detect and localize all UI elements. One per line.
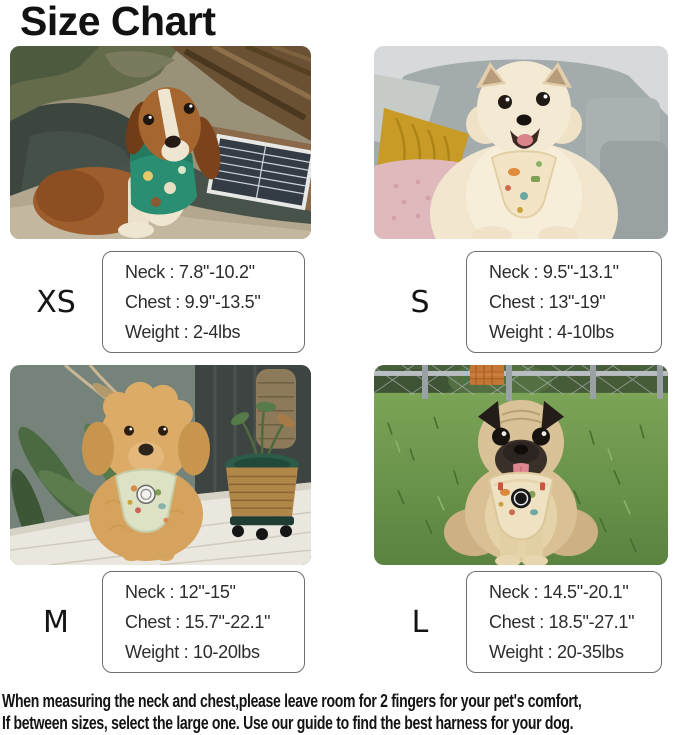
- size-card-s: [374, 46, 668, 353]
- measuring-note: [2, 690, 679, 734]
- pug-photo-illustration: [374, 365, 668, 565]
- chest-spec-xs: Chest : 9.9"-13.5": [125, 292, 261, 312]
- size-card-m: [10, 365, 311, 673]
- spec-row-s: [374, 251, 668, 353]
- photo-s: [374, 46, 668, 239]
- neck-spec-s: Neck : 9.5"-13.1": [489, 262, 619, 282]
- spec-box-l: [466, 571, 662, 673]
- neck-spec-m: Neck : 12"-15": [125, 582, 236, 602]
- photo-m: [10, 365, 311, 565]
- weight-spec-l: Weight : 20-35lbs: [489, 642, 624, 662]
- chest-spec-l: Chest : 18.5"-27.1": [489, 612, 635, 632]
- photo-xs: [10, 46, 311, 239]
- spec-row-l: [374, 571, 668, 673]
- size-card-xs: [10, 46, 311, 353]
- size-label-m: M: [43, 604, 69, 640]
- size-label-s: S: [410, 284, 430, 320]
- spec-row-m: [10, 571, 311, 673]
- weight-spec-m: Weight : 10-20lbs: [125, 642, 260, 662]
- pomeranian-photo-illustration: [374, 46, 668, 239]
- spec-box-s: [466, 251, 662, 353]
- photo-l: [374, 365, 668, 565]
- weight-spec-s: Weight : 4-10lbs: [489, 322, 614, 342]
- spec-row-xs: [10, 251, 311, 353]
- spec-box-m: [102, 571, 305, 673]
- dachshund-photo-illustration: [10, 46, 311, 239]
- page-title: Size Chart: [20, 0, 216, 44]
- size-label-xs: XS: [36, 284, 76, 320]
- neck-spec-xs: Neck : 7.8"-10.2": [125, 262, 255, 282]
- measuring-note-line1: When measuring the neck and chest,please leave room for 2 fingers for your pet's comfort,: [2, 691, 582, 711]
- neck-spec-l: Neck : 14.5"-20.1": [489, 582, 629, 602]
- weight-spec-xs: Weight : 2-4lbs: [125, 322, 241, 342]
- chest-spec-s: Chest : 13"-19": [489, 292, 606, 312]
- chest-spec-m: Chest : 15.7"-22.1": [125, 612, 271, 632]
- size-label-l: L: [411, 604, 429, 640]
- goldendoodle-photo-illustration: [10, 365, 311, 565]
- size-card-l: [374, 365, 668, 673]
- spec-box-xs: [102, 251, 305, 353]
- measuring-note-line2: If between sizes, select the large one. Use our guide to find the best harness for your dog.: [2, 713, 574, 733]
